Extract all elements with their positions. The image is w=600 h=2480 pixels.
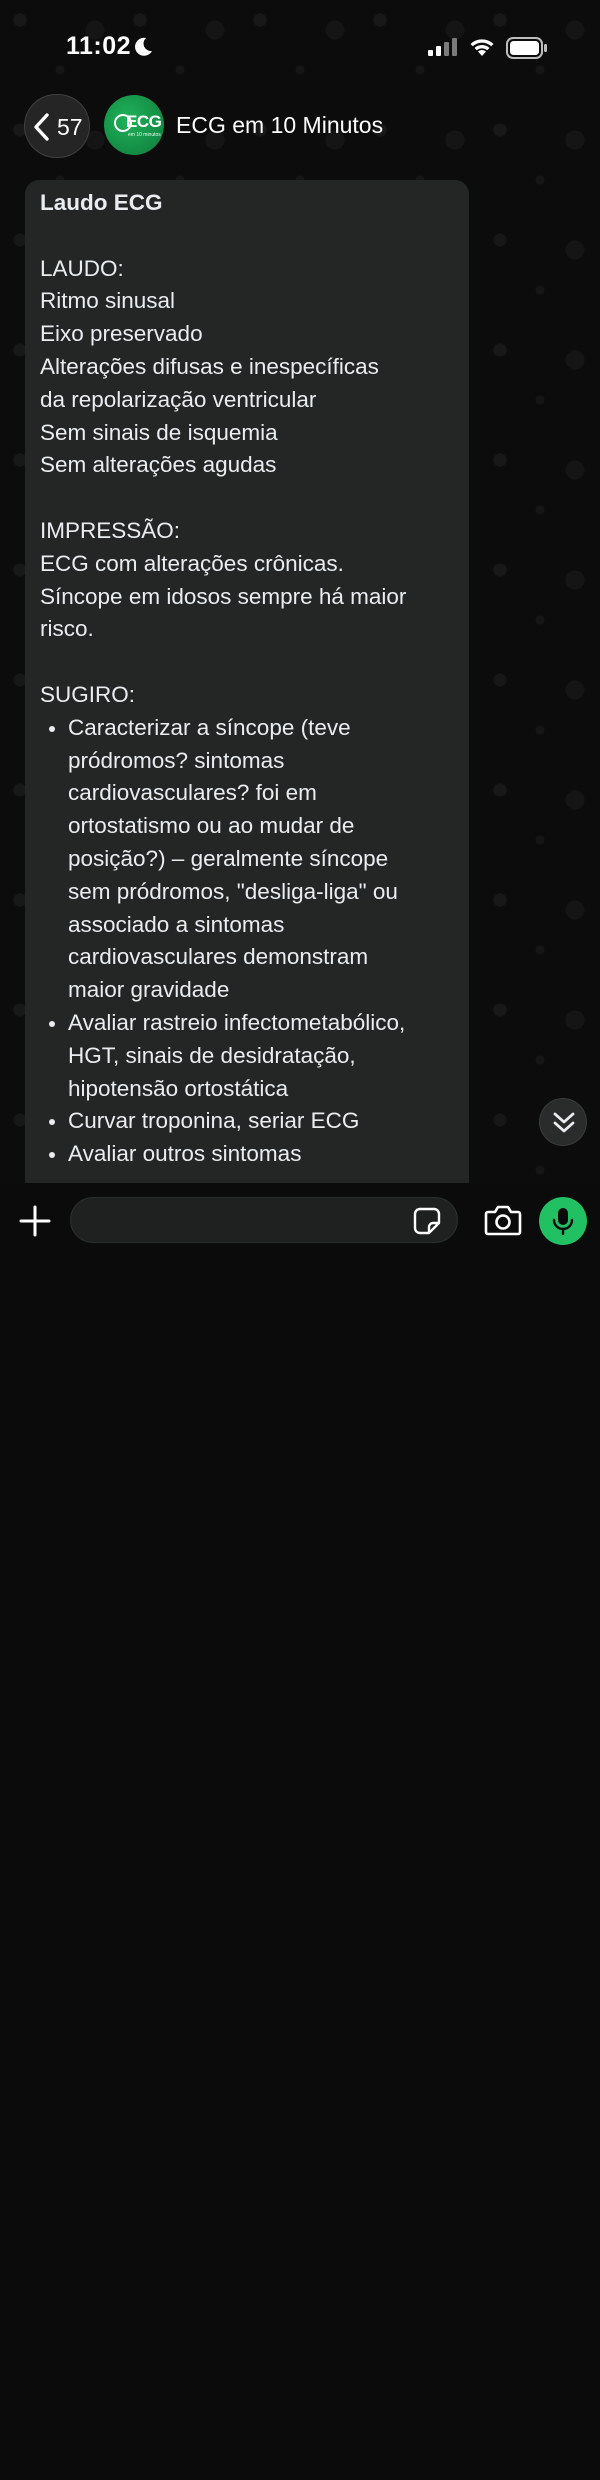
bullet-line: cardiovasculares demonstram <box>68 944 369 970</box>
plus-icon[interactable] <box>18 1204 52 1238</box>
bullet-line: Avaliar outros sintomas <box>68 1141 302 1167</box>
bullet-item <box>40 712 460 1007</box>
laudo-line: Alterações difusas e inespecíficas <box>40 353 379 379</box>
bullet-line: ortostatismo ou ao mudar de <box>68 813 355 839</box>
sticker-icon[interactable] <box>412 1206 442 1236</box>
microphone-button[interactable] <box>539 1197 587 1245</box>
unread-count: 57 <box>57 114 83 140</box>
moon-icon <box>132 36 154 58</box>
bullet-item <box>40 1007 460 1105</box>
avatar[interactable] <box>104 95 164 155</box>
status-bar <box>0 0 600 96</box>
spacer <box>40 482 460 515</box>
bullet-line: hipotensão ortostática <box>68 1075 289 1101</box>
microphone-icon <box>552 1207 574 1235</box>
bullet-line: Avaliar rastreio infectometabólico, <box>68 1009 406 1035</box>
bullet-line: associado a sintomas <box>68 911 285 937</box>
laudo-heading: LAUDO: <box>40 255 124 281</box>
spacer <box>40 220 460 253</box>
bullet-dot <box>49 1021 55 1027</box>
bullet-line: cardiovasculares? foi em <box>68 780 317 806</box>
message-input[interactable] <box>70 1197 458 1243</box>
bullet-dot <box>49 1152 55 1158</box>
battery-icon <box>506 37 548 59</box>
avatar-subtext: em 10 minutos <box>128 132 161 138</box>
chevron-left-icon <box>31 112 53 142</box>
signal-icon <box>428 38 460 56</box>
bullet-line: Caracterizar a síncope (teve <box>68 714 351 740</box>
bullet-line: HGT, sinais de desidratação, <box>68 1042 356 1068</box>
back-button[interactable] <box>24 94 90 158</box>
chat-header <box>0 92 600 164</box>
scroll-to-bottom-button[interactable] <box>539 1098 587 1146</box>
avatar-text: ECG <box>126 112 162 131</box>
laudo-line: Ritmo sinusal <box>40 288 176 314</box>
wifi-icon <box>468 36 496 58</box>
message-bubble[interactable] <box>25 180 469 1200</box>
bullet-line: maior gravidade <box>68 977 230 1003</box>
chat-title[interactable]: ECG em 10 Minutos <box>176 112 384 138</box>
bullet-dot <box>49 1119 55 1125</box>
message-text <box>40 187 460 1171</box>
laudo-line: da repolarização ventricular <box>40 386 317 412</box>
impressao-line: Síncope em idosos sempre há maior <box>40 583 407 609</box>
status-time: 11:02 <box>66 32 132 60</box>
bullet-dot <box>49 726 55 732</box>
bullet-line: pródromos? sintomas <box>68 747 285 773</box>
bullet-line: posição?) – geralmente síncope <box>68 845 389 871</box>
laudo-line: Eixo preservado <box>40 321 203 347</box>
bullet-line: Curvar troponina, seriar ECG <box>68 1108 360 1134</box>
input-bar <box>0 1183 600 1305</box>
bullet-item <box>40 1105 460 1138</box>
impressao-line: ECG com alterações crônicas. <box>40 550 344 576</box>
laudo-line: Sem alterações agudas <box>40 452 277 478</box>
home-indicator <box>200 2474 400 2480</box>
camera-icon[interactable] <box>484 1203 522 1237</box>
sugiro-heading: SUGIRO: <box>40 681 136 707</box>
bullet-line: sem pródromos, "desliga-liga" ou <box>68 878 398 904</box>
impressao-line: risco. <box>40 616 94 642</box>
message-title: Laudo ECG <box>40 190 163 215</box>
spacer <box>40 646 460 679</box>
double-chevron-down-icon <box>552 1110 576 1136</box>
laudo-line: Sem sinais de isquemia <box>40 419 278 445</box>
bullet-item <box>40 1138 460 1171</box>
impressao-heading: IMPRESSÃO: <box>40 517 181 543</box>
